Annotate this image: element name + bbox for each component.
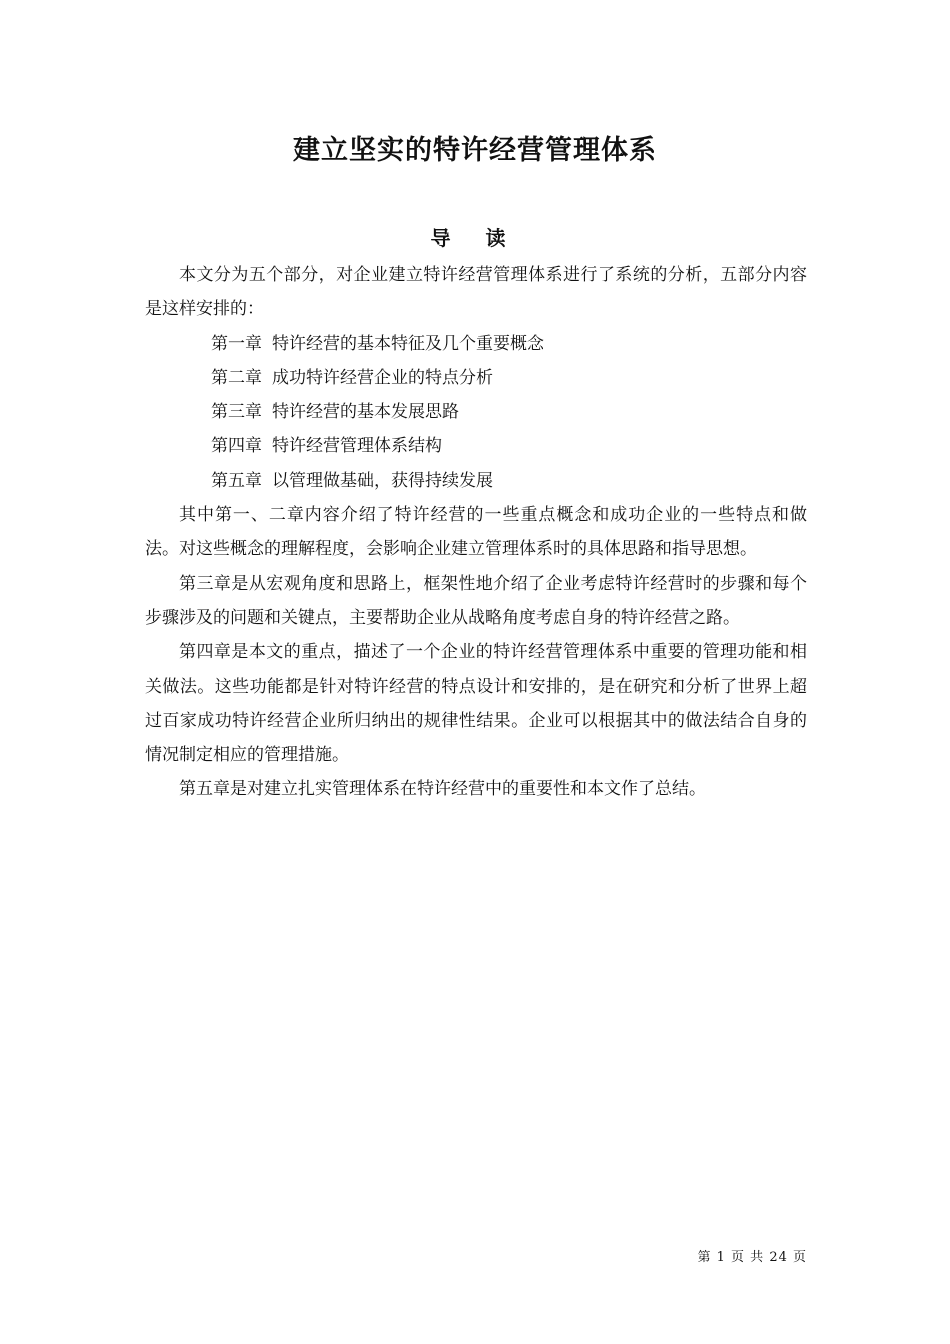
chapter-number: 第四章	[211, 436, 262, 457]
intro-paragraph: 本文分为五个部分，对企业建立特许经营管理体系进行了系统的分析，五部分内容是这样安排的：	[145, 265, 807, 320]
page-number-footer: 第 1 页 共 24 页	[697, 1250, 807, 1265]
body-paragraph: 第五章是对建立扎实管理体系在特许经营中的重要性和本文作了总结。	[179, 779, 706, 800]
body-paragraph: 其中第一、二章内容介绍了特许经营的一些重点概念和成功企业的一些特点和做法。对这些概念的理解程度，会影响企业建立管理体系时的具体思路和指导思想。	[145, 505, 807, 560]
chapter-item	[211, 327, 807, 361]
body-paragraph: 第三章是从宏观角度和思路上，框架性地介绍了企业考虑特许经营时的步骤和每个步骤涉及的问题和关键点，主要帮助企业从战略角度考虑自身的特许经营之路。	[145, 573, 807, 628]
chapter-title: 成功特许经营企业的特点分析	[272, 367, 493, 388]
chapter-number: 第五章	[211, 470, 262, 491]
chapter-item	[211, 464, 807, 498]
chapter-title: 特许经营的基本特征及几个重要概念	[272, 333, 544, 354]
document-body	[145, 258, 807, 807]
chapter-number: 第二章	[211, 367, 262, 388]
section-heading: 导 读	[430, 226, 520, 250]
chapter-list	[145, 327, 807, 498]
chapter-title: 以管理做基础，获得持续发展	[272, 470, 493, 491]
chapter-item	[211, 361, 807, 395]
chapter-item	[211, 395, 807, 429]
document-title: 建立坚实的特许经营管理体系	[293, 135, 657, 166]
body-paragraph: 第四章是本文的重点，描述了一个企业的特许经营管理体系中重要的管理功能和相关做法。这些功能都是针对特许经营的特点设计和安排的，是在研究和分析了世界上超过百家成功特许经营企业所归纳出的规律性结果。企业可以根据其中的做法结合自身的情况制定相应的管理措施。	[145, 642, 807, 766]
chapter-title: 特许经营管理体系结构	[272, 436, 442, 457]
chapter-title: 特许经营的基本发展思路	[272, 402, 459, 423]
chapter-number: 第一章	[211, 333, 262, 354]
chapter-number: 第三章	[211, 402, 262, 423]
chapter-item	[211, 429, 807, 463]
